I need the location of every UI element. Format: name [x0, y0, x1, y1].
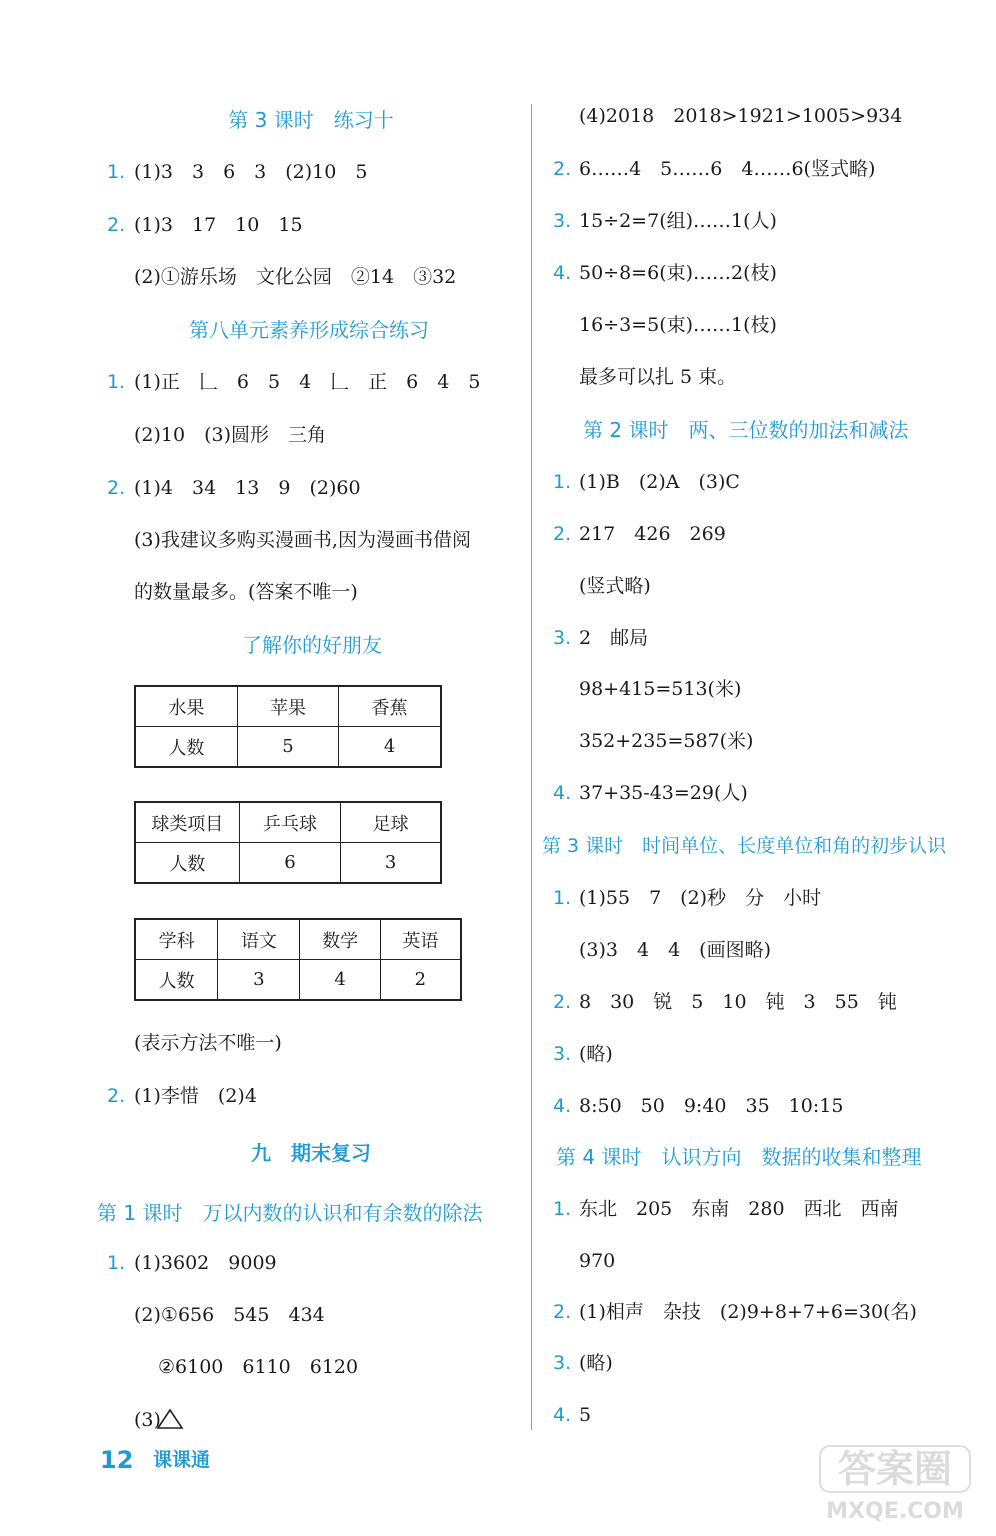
table-cell: 人数: [135, 843, 239, 884]
section-heading-final-review: 九 期末复习: [251, 1141, 371, 1165]
answer-line: 50÷8=6(束)……2(枝): [579, 262, 777, 284]
answer-line: (1)B (2)A (3)C: [579, 471, 740, 493]
section-heading-unit8: 第八单元素养形成综合练习: [189, 318, 429, 342]
ball-sport-table: [134, 801, 442, 884]
table-cell: 水果: [135, 686, 237, 727]
answer-line: 16÷3=5(束)……1(枝): [579, 314, 777, 336]
answer-line: (1)3602 9009: [134, 1252, 277, 1274]
answer-line: (竖式略): [579, 575, 651, 597]
table-cell: 2: [380, 960, 461, 1001]
table-cell: 人数: [135, 960, 218, 1001]
answer-line: (2)①656 545 434: [134, 1304, 325, 1326]
answer-line: (2)10 (3)圆形 三角: [134, 424, 327, 446]
table-cell: 3: [341, 843, 441, 884]
table-cell: 3: [218, 960, 300, 1001]
table-row: [135, 919, 461, 960]
answer-line: (3): [134, 1409, 161, 1431]
table-cell: 足球: [341, 802, 441, 843]
question-number: 3.: [553, 1043, 572, 1065]
answer-line: 6……4 5……6 4……6(竖式略): [579, 158, 876, 180]
question-number: 2.: [107, 477, 126, 499]
fruit-table: [134, 685, 442, 768]
table-cell: 学科: [135, 919, 218, 960]
answer-line: (4)2018 2018>1921>1005>934: [579, 105, 903, 127]
table-cell: 香蕉: [339, 686, 441, 727]
answer-line: (1)3 17 10 15: [134, 214, 303, 236]
answer-line: 970: [579, 1250, 616, 1272]
table-row: [135, 686, 441, 727]
table-row: [135, 960, 461, 1001]
book-brand: 课课通: [153, 1449, 211, 1471]
answer-line: (略): [579, 1352, 613, 1374]
answer-line: (1)55 7 (2)秒 分 小时: [579, 887, 822, 909]
answer-line: (1)李惜 (2)4: [134, 1085, 257, 1107]
question-number: 1.: [107, 371, 126, 393]
table-cell: 英语: [380, 919, 461, 960]
table-cell: 人数: [135, 727, 237, 768]
table-row: [135, 727, 441, 768]
watermark-url-text: MXQE.COM: [826, 1499, 964, 1524]
watermark-brand-text: 答案圈: [837, 1447, 953, 1491]
table-cell: 苹果: [237, 686, 339, 727]
table-cell: 语文: [218, 919, 300, 960]
question-number: 3.: [553, 1352, 572, 1374]
answer-line: (1)3 3 6 3 (2)10 5: [134, 161, 368, 183]
answer-line: (3)我建议多购买漫画书,因为漫画书借阅: [134, 529, 471, 551]
question-number: 4.: [553, 782, 572, 804]
question-number: 2.: [553, 158, 572, 180]
table-cell: 数学: [300, 919, 380, 960]
section-heading-review-lesson1: 第 1 课时 万以内数的认识和有余数的除法: [97, 1201, 483, 1225]
question-number: 4.: [553, 1404, 572, 1426]
answer-line: (2)①游乐场 文化公园 ②14 ③32: [134, 266, 457, 288]
answer-line: 最多可以扎 5 束。: [579, 366, 737, 388]
column-divider: [531, 104, 532, 1430]
question-number: 4.: [553, 262, 572, 284]
question-number: 4.: [553, 1095, 572, 1117]
question-number: 1.: [553, 887, 572, 909]
answer-note: (表示方法不唯一): [134, 1032, 282, 1054]
section-heading-lesson3-exercise10: 第 3 课时 练习十: [228, 108, 394, 132]
table-row: [135, 802, 441, 843]
question-number: 1.: [107, 1252, 126, 1274]
question-number: 3.: [553, 210, 572, 232]
answer-line: 5: [579, 1404, 592, 1426]
question-number: 2.: [553, 523, 572, 545]
answer-line: 8 30 锐 5 10 钝 3 55 钝: [579, 991, 897, 1013]
section-heading-review-lesson3: 第 3 课时 时间单位、长度单位和角的初步认识: [542, 835, 947, 857]
answer-line: 东北 205 东南 280 西北 西南: [579, 1198, 899, 1220]
question-number: 2.: [107, 1085, 126, 1107]
answer-line: 8:50 50 9:40 35 10:15: [579, 1095, 844, 1117]
question-number: 2.: [107, 214, 126, 236]
subject-table: [134, 918, 462, 1001]
section-heading-know-your-friend: 了解你的好朋友: [242, 633, 382, 657]
answer-line: 217 426 269: [579, 523, 726, 545]
question-number: 1.: [553, 471, 572, 493]
question-number: 2.: [553, 1301, 572, 1323]
section-heading-review-lesson4: 第 4 课时 认识方向 数据的收集和整理: [556, 1145, 922, 1169]
answer-line: (1)正 𠃊 6 5 4 𠃊 正 6 4 5: [134, 371, 481, 393]
question-number: 1.: [107, 161, 126, 183]
answer-line: (3)3 4 4 (画图略): [579, 939, 772, 961]
table-row: [135, 843, 441, 884]
question-number: 3.: [553, 627, 572, 649]
answer-line: 的数量最多。(答案不唯一): [134, 581, 358, 603]
answer-line: 98+415=513(米): [579, 678, 742, 700]
answer-line: 15÷2=7(组)……1(人): [579, 210, 777, 232]
watermark-logo: [800, 1398, 990, 1530]
answer-line: (略): [579, 1043, 613, 1065]
answer-line: (1)4 34 13 9 (2)60: [134, 477, 361, 499]
table-cell: 4: [300, 960, 380, 1001]
table-cell: 6: [239, 843, 341, 884]
answer-line: 2 邮局: [579, 627, 649, 649]
answer-line: (1)相声 杂技 (2)9+8+7+6=30(名): [579, 1301, 917, 1323]
question-number: 1.: [553, 1198, 572, 1220]
table-cell: 球类项目: [135, 802, 239, 843]
answer-line: 352+235=587(米): [579, 730, 754, 752]
triangle-icon: [156, 1408, 184, 1430]
table-cell: 4: [339, 727, 441, 768]
page-number: 12: [100, 1446, 134, 1474]
answer-line: 37+35-43=29(人): [579, 782, 748, 804]
table-cell: 乒乓球: [239, 802, 341, 843]
answer-line: ②6100 6110 6120: [158, 1356, 359, 1378]
section-heading-review-lesson2: 第 2 课时 两、三位数的加法和减法: [583, 418, 909, 442]
question-number: 2.: [553, 991, 572, 1013]
table-cell: 5: [237, 727, 339, 768]
